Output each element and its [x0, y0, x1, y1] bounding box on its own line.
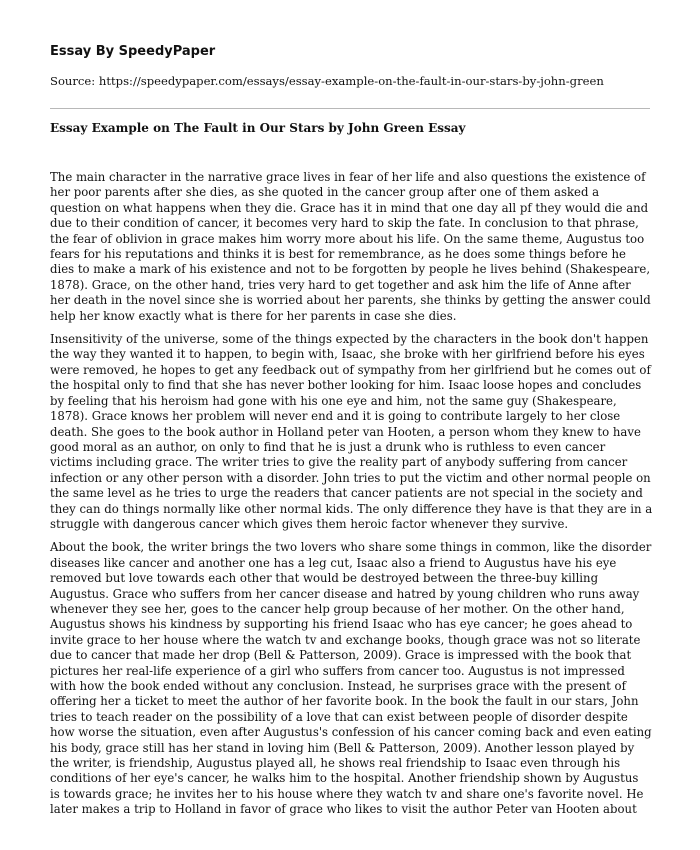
paragraph-line: is towards grace; he invites her to his house where they watch tv and share one's favorite novel. He [50, 786, 644, 801]
paragraph-line: her poor parents after she dies, as she quoted in the cancer group after one of them asked a [50, 185, 600, 200]
paragraph-line: tries to teach reader on the possibility of a love that can exist between people of disorder despite [50, 709, 628, 724]
essay-paragraph [50, 332, 652, 532]
paragraph-line: by feeling that his heroism had gone with his one eye and him, not the same guy (Shakespeare, [50, 393, 617, 408]
paragraph-line: later makes a trip to Holland in favor of grace who likes to visit the author Peter van Hooten about [50, 802, 637, 817]
paragraph-line: due to cancer that made her drop (Bell & Patterson, 2009). Grace is impressed with the book that [50, 648, 632, 663]
paragraph-line: About the book, the writer brings the two lovers who share some things in common, like the disorder [50, 540, 652, 555]
paragraph-line: 1878). Grace knows her problem will never end and it is going to contribute largely to her close [50, 409, 621, 424]
header-divider [50, 108, 650, 109]
paragraph-line: the way they wanted it to happen, to begin with, Isaac, she broke with her girlfriend before his eyes [50, 347, 645, 362]
paragraph-line: due to their condition of cancer, it becomes very hard to skip the fate. In conclusion to that phrase, [50, 216, 639, 231]
paragraph-line: invite grace to her house where the watch tv and exchange books, though grace was not so literate [50, 632, 641, 647]
paragraph-line: removed but love towards each other that would be destroyed between the three-buy killing [50, 571, 599, 586]
essay-body [50, 170, 652, 826]
paragraph-line: they can do things normally like other normal kids. The only difference they have is that they are in a [50, 501, 653, 516]
paragraph-line: fears for his reputations and thinks it is best for remembrance, as he does some things before he [50, 247, 626, 262]
paragraph-line: how worse the situation, even after Augustus's confession of his cancer coming back and even eating [50, 725, 652, 740]
paragraph-line: with how the book ended without any conclusion. Instead, he surprises grace with the present of [50, 679, 626, 693]
paragraph-line: the hospital only to find that she has never bother looking for him. Isaac loose hopes and concludes [50, 378, 642, 393]
paragraph-line: offering her a ticket to meet the author of her favorite book. In the book the fault in our stars, John [50, 694, 639, 709]
paragraph-line: diseases like cancer and another one has a leg cut, Isaac also a friend to Augustus have his eye [50, 555, 617, 570]
source-line: Source: https://speedypaper.com/essays/essay-example-on-the-fault-in-our-stars-by-john-green [50, 74, 604, 88]
paragraph-line: the fear of oblivion in grace makes him worry more about his life. On the same theme, Augustus too [50, 231, 645, 246]
paragraph-line: Augustus shows his kindness by supporting his friend Isaac who has eye cancer; he goes ahead to [50, 617, 633, 632]
essay-paragraph [50, 540, 652, 817]
paragraph-line: pictures her real-life experience of a girl who suffers from cancer too. Augustus is not impressed [50, 663, 625, 678]
paragraph-line: victims including grace. The writer tries to give the reality part of anybody suffering from cancer [50, 455, 628, 470]
paragraph-line: dies to make a mark of his existence and not to be forgotten by people he lives behind (Shakespeare, [50, 262, 651, 277]
paragraph-line: conditions of her eye's cancer, he walks him to the hospital. Another friendship shown by Augustus [50, 771, 639, 786]
essay-paragraph [50, 170, 652, 324]
paragraph-line: her death in the novel since she is worried about her parents, she thinks by getting the answer could [50, 293, 651, 308]
paragraph-line: death. She goes to the book author in Holland peter van Hooten, a person whom they knew to have [50, 424, 641, 439]
paragraph-line: struggle with dangerous cancer which gives them heroic factor whenever they survive. [50, 516, 569, 531]
paragraph-line: question on what happens when they die. Grace has it in mind that one day all pf they would die and [50, 200, 649, 215]
paragraph-line: his body, grace still has her stand in loving him (Bell & Patterson, 2009). Another lesson played by [50, 740, 635, 755]
paragraph-line: Insensitivity of the universe, some of the things expected by the characters in the book don't happen [50, 332, 649, 347]
site-title: Essay By SpeedyPaper [50, 44, 216, 59]
paragraph-line: infection or any other person with a disorder. John tries to put the victim and other normal people on [50, 470, 651, 485]
essay-title: Essay Example on The Fault in Our Stars by John Green Essay [50, 121, 466, 135]
paragraph-line: Augustus. Grace who suffers from her cancer disease and hatred by young children who runs away [50, 586, 640, 601]
paragraph-line: the writer, is friendship, Augustus played all, he shows real friendship to Isaac even through his [50, 756, 621, 771]
paragraph-line: good moral as an author, on only to find that he is just a drunk who is ruthless to even cancer [50, 439, 606, 454]
paragraph-line: 1878). Grace, on the other hand, tries very hard to get together and ask him the life of Anne after [50, 277, 631, 292]
paragraph-line: were removed, he hopes to get any feedback out of sympathy from her girlfriend but he comes out of [50, 362, 651, 377]
paragraph-line: the same level as he tries to urge the readers that cancer patients are not special in the society and [50, 486, 643, 501]
paragraph-line: The main character in the narrative grace lives in fear of her life and also questions the existence of [50, 170, 646, 184]
paragraph-line: whenever they see her, goes to the cancer help group because of her mother. On the other hand, [50, 601, 625, 616]
paragraph-line: help her know exactly what is there for her parents in case she dies. [50, 308, 457, 323]
